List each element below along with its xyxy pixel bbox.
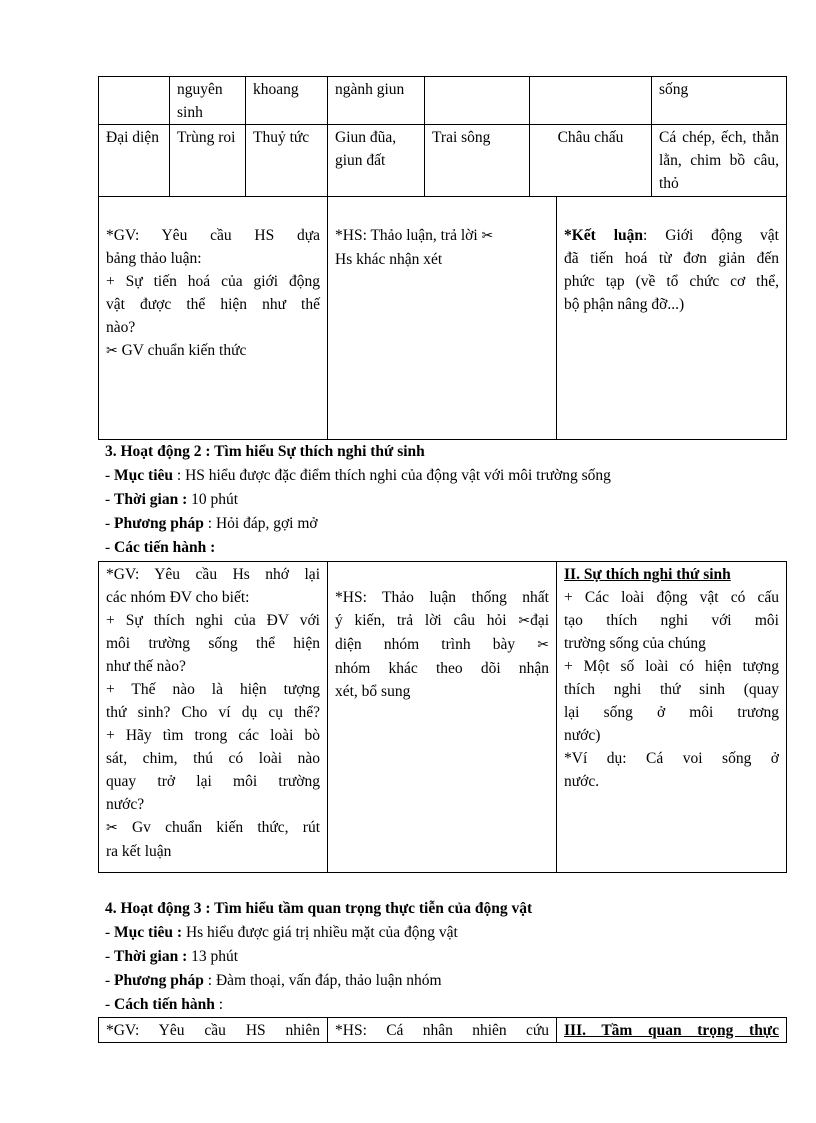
text-line [106,816,320,840]
text-line: vật được thể hiện như thế [106,296,320,313]
activity2-heading: 3. Hoạt động 2 : Tìm hiểu Sự thích nghi thứ sinh [105,443,425,460]
text-line: nhóm khác theo dõi nhận [335,660,549,677]
table-cell: Trai sông [425,125,530,197]
section-title: II. Sự thích nghi thứ sinh [564,566,731,583]
teacher-cell: *GV: Yêu cầu HS nhiên [99,1018,328,1043]
text-line [335,633,549,657]
table-cell: Cá chép, ếch, thằn lằn, chim bồ câu, thỏ [652,125,787,197]
activity3-steps [105,993,223,1016]
table-cell [530,77,652,125]
dash: - [105,515,115,532]
conclusion-cell [557,562,787,873]
text-line [335,224,549,248]
text-line: *GV: Yêu cầu HS dựa [106,227,320,244]
text-line: nước. [564,773,600,790]
table-cell: khoang [246,77,328,125]
time-text: 13 phút [187,948,239,965]
conclusion-label: *Kết luận [564,227,644,244]
activity3-heading: 4. Hoạt động 3 : Tìm hiểu tầm quan trọng thực tiễn của động vật [105,900,533,917]
text-line: bảng thảo luận: [106,250,202,267]
text-line: sát, chim, thú có loài nào [106,750,320,767]
steps-text: : [214,996,224,1013]
adaptation-activity-table [98,561,787,873]
activity3-method [105,969,442,992]
conclusion-cell [557,197,787,440]
dash: - [105,924,115,941]
text-line: lại sống ở môi trương [564,704,779,721]
text-line: Hs khác nhận xét [335,251,443,268]
text-line [106,339,320,363]
text-line: ý kiến, trả lời câu hỏi [335,612,507,629]
table-cell: nguyên sinh [170,77,246,125]
method-label: Phương pháp [114,972,204,989]
text-line: nước) [564,727,601,744]
table-cell: Giun đũa, giun đất [328,125,425,197]
text-line: + Thế nào là hiện tượng [106,681,320,698]
text-line: ra kết luận [106,843,172,860]
text-line: *HS: Thảo luận thống nhất [335,589,549,606]
text-line: thứ sinh? Cho ví dụ cụ thể? [106,704,320,721]
text-line: nào? [106,319,136,336]
scissors-icon: ✂ [481,228,494,244]
section-title: III. Tầm quan trọng thực [557,1018,787,1043]
classification-table [98,76,787,197]
text-line: đại [530,612,549,629]
method-text: : Hỏi đáp, gợi mở [203,515,318,532]
dash: - [105,948,115,965]
text-line: như thế nào? [106,658,186,675]
activity2-method [105,512,318,535]
text-line: bộ phận nâng đỡ...) [564,296,685,313]
text-line: môi trường sống thể hiện [106,635,320,652]
text-line: *HS: Thảo luận, trả lời [335,227,478,244]
table-cell: Trùng roi [170,125,246,197]
importance-activity-table [98,1017,787,1043]
text-line: xét, bổ sung [335,683,411,700]
text-line: nước? [106,796,145,813]
text-line: : Giới động vật [643,227,779,244]
time-label: Thời gian : [114,491,188,508]
student-cell [328,562,557,873]
student-cell [328,197,557,440]
table-cell: Thuỷ tức [246,125,328,197]
activity3-time [105,945,238,968]
dash: - [105,539,115,556]
text-line: phức tạp (về tổ chức cơ thể, [564,273,779,290]
text-line: Gv chuẩn kiến thức, rút [131,819,321,836]
dash: - [105,996,115,1013]
text-line: *GV: Yêu cầu Hs nhớ lại [106,566,320,583]
text-line: tạo thích nghi với môi [564,612,779,629]
scissors-icon: ✂ [106,343,118,359]
text-line: + Sự tiến hoá của giới động [106,273,320,290]
table-cell: Châu chấu [530,125,652,197]
scissors-icon: ✂ [518,613,531,629]
time-text: 10 phút [187,491,239,508]
goal-text: : HS hiểu được đặc điểm thích nghi của động vật với môi trường sống [173,467,611,484]
student-cell: *HS: Cá nhân nhiên cứu [328,1018,557,1043]
goal-label: Mục tiêu [114,467,174,484]
activity2-steps [105,536,215,559]
teacher-cell [99,562,328,873]
table-cell: ngành giun [328,77,425,125]
text-line: + Sự thích nghi của ĐV với [106,612,320,629]
table-row [99,197,787,440]
text-line: thích nghi thứ sinh (quay [564,681,779,698]
evolution-activity-table [98,196,787,440]
goal-text: Hs hiểu được giá trị nhiều mặt của động vật [182,924,458,941]
table-row [99,77,787,125]
text-line: + Hãy tìm trong các loài bò [106,727,320,744]
activity2-goal [105,464,611,487]
text-line: + Một số loài có hiện tượng [564,658,779,675]
steps-label: Các tiến hành : [114,539,216,556]
table-row [99,125,787,197]
text-line: GV chuẩn kiến thức [121,342,247,359]
table-cell: Đại diện [99,125,170,197]
time-label: Thời gian : [114,948,188,965]
activity2-time [105,488,238,511]
dash: - [105,467,115,484]
table-cell [99,77,170,125]
text-line: đã tiến hoá từ đơn giản đến [564,250,779,267]
text-line: trường sống của chúng [564,635,706,652]
activity3-goal [105,921,458,944]
teacher-cell [99,197,328,440]
steps-label: Cách tiến hành [114,996,215,1013]
goal-label: Mục tiêu : [114,924,183,941]
table-cell [425,77,530,125]
scissors-icon: ✂ [106,820,118,836]
text-line: *Ví dụ: Cá voi sống ở [564,750,779,767]
text-line: các nhóm ĐV cho biết: [106,589,250,606]
text-line: quay trở lại môi trường [106,773,320,790]
method-label: Phương pháp [114,515,204,532]
table-cell: sống [652,77,787,125]
method-text: : Đàm thoại, vấn đáp, thảo luận nhóm [203,972,442,989]
table-row [99,562,787,873]
text-line [335,609,549,633]
scissors-icon: ✂ [537,637,549,653]
table-row [99,1018,787,1043]
text-line: + Các loài động vật có cấu [564,589,779,606]
text-line: diện nhóm trình bày [335,636,516,653]
dash: - [105,972,115,989]
dash: - [105,491,115,508]
text-line [564,224,779,247]
